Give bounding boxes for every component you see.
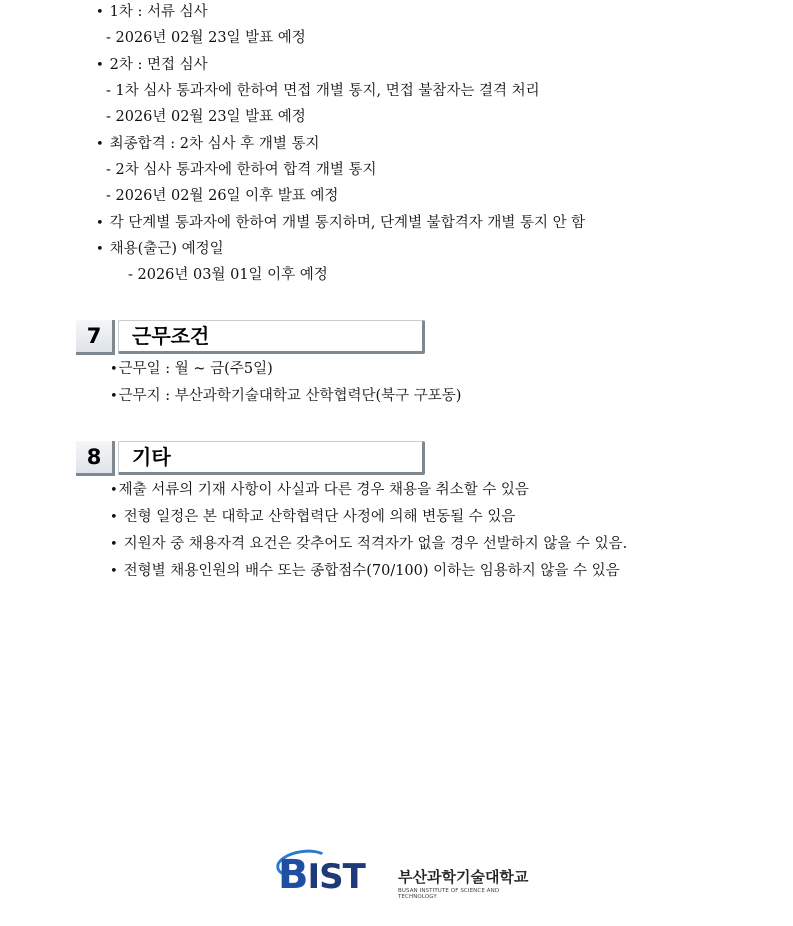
logo-mark-text: IST — [307, 857, 365, 897]
round2-announce: - 2026년 02월 23일 발표 예정 — [106, 109, 306, 125]
bullet-icon: • — [110, 483, 118, 498]
list-item — [110, 534, 627, 555]
bullet-icon: • — [110, 362, 118, 377]
start-label: 채용(출근) 예정일 — [109, 241, 224, 257]
list-item-text: 전형별 채용인원의 배수 또는 종합점수(70/100) 이하는 임용하지 않을 수 있음 — [123, 563, 620, 579]
list-item-final — [96, 134, 320, 155]
round1-announce: - 2026년 02월 23일 발표 예정 — [106, 30, 306, 46]
list-item — [110, 561, 620, 582]
bullet-icon: • — [110, 389, 118, 404]
round2-note: - 1차 심사 통과자에 한하여 면접 개별 통지, 면접 불참자는 결격 처리 — [106, 83, 540, 99]
bullet-icon: • — [96, 58, 104, 73]
list-item — [110, 507, 515, 528]
list-item-start — [96, 239, 224, 260]
start-date: - 2026년 03월 01일 이후 예정 — [128, 267, 328, 283]
notice-text: 각 단계별 통과자에 한하여 개별 통지하며, 단계별 불합격자 개별 통지 안 함 — [109, 215, 586, 231]
final-note: - 2차 심사 통과자에 한하여 합격 개별 통지 — [106, 162, 377, 178]
bullet-icon: • — [96, 242, 104, 257]
list-item — [110, 480, 529, 501]
final-announce: - 2026년 02월 26일 이후 발표 예정 — [106, 188, 339, 204]
bullet-icon: • — [96, 216, 104, 231]
round1-text: 1차 : 서류 심사 — [109, 4, 208, 20]
bullet-icon: • — [96, 5, 104, 20]
list-item-text: 전형 일정은 본 대학교 산학협력단 사정에 의해 변동될 수 있음 — [123, 509, 516, 525]
list-item-round2 — [96, 55, 208, 76]
bullet-icon: • — [110, 510, 118, 525]
list-item-notice — [96, 213, 585, 234]
section-title: 기타 — [118, 441, 425, 475]
bullet-icon: • — [110, 564, 118, 579]
logo-mark — [278, 852, 365, 898]
bullet-icon: • — [110, 537, 118, 552]
list-item — [110, 359, 273, 380]
bullet-icon: • — [96, 137, 104, 152]
list-item-text: 제출 서류의 기재 사항이 사실과 다른 경우 채용을 취소할 수 있음 — [118, 482, 529, 498]
list-item-text: 근무지 : 부산과학기술대학교 산학협력단(북구 구포동) — [118, 388, 462, 404]
final-text: 최종합격 : 2차 심사 후 개별 통지 — [109, 136, 320, 152]
university-logo — [278, 848, 538, 904]
list-item-text: 근무일 : 월 ~ 금(주5일) — [118, 361, 273, 377]
round2-text: 2차 : 면접 심사 — [109, 57, 208, 73]
list-item — [110, 386, 461, 407]
logo-name-ko: 부산과학기술대학교 — [398, 868, 529, 886]
list-item-text: 지원자 중 채용자격 요건은 갖추어도 적격자가 없을 경우 선발하지 않을 수 있음. — [123, 536, 628, 552]
logo-initial: B — [278, 852, 308, 898]
section-number: 8 — [76, 441, 115, 476]
section-number: 7 — [76, 320, 115, 355]
list-item-round1 — [96, 2, 208, 23]
section-title: 근무조건 — [118, 320, 425, 354]
logo-name-en: BUSAN INSTITUTE OF SCIENCE AND TECHNOLOGY — [398, 888, 500, 900]
